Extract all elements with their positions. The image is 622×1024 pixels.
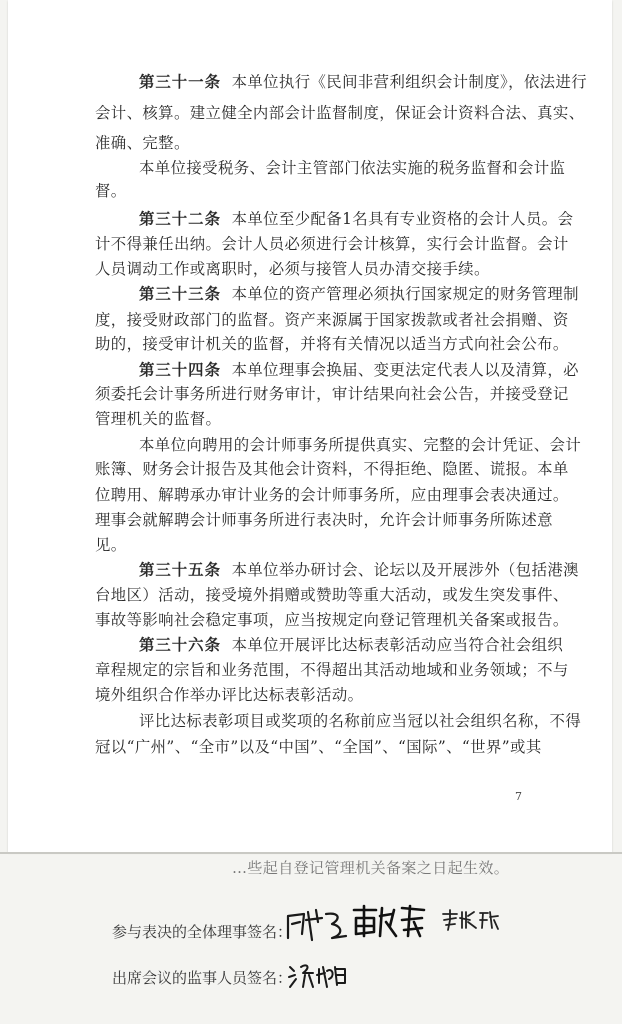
supervisors-signature-label: 出席会议的监事人员签名： <box>112 969 293 987</box>
text-line: 第三十三条 本单位的资产管理必须执行国家规定的财务管理制 <box>139 285 579 303</box>
text-line: 第三十二条 本单位至少配备1名具有专业资格的会计人员。会 <box>139 210 574 228</box>
text-line: 本单位向聘用的会计师事务所提供真实、完整的会计凭证、会计 <box>139 436 582 454</box>
text-line: 须委托会计事务所进行财务审计，审计结果向社会公告，并接受登记 <box>95 385 569 403</box>
directors-signature-label: 参与表决的全体理事签名： <box>112 923 293 941</box>
article-number: 第三十五条 <box>139 561 221 579</box>
text-line: 第三十五条 本单位举办研讨会、论坛以及开展涉外（包括港澳 <box>139 561 579 579</box>
article-number: 第三十一条 <box>139 73 221 91</box>
text-line: 第三十一条 本单位执行《民间非营利组织会计制度》，依法进行 <box>139 73 588 91</box>
article-number: 第三十六条 <box>139 636 221 654</box>
text-line: 度，接受财政部门的监督。资产来源属于国家拨款或者社会捐赠、资 <box>95 311 569 329</box>
text-line: 会计、核算。建立健全内部会计监督制度，保证会计资料合法、真实、 <box>95 104 585 122</box>
text-line: 境外组织合作举办评比达标表彰活动。 <box>95 686 364 704</box>
text-line: 章程规定的宗旨和业务范围，不得超出其活动地域和业务领域；不与 <box>95 661 569 679</box>
text-line: 冠以“广州”、“全市”以及“中国”、“全国”、“国际”、“世界”或其 <box>95 738 542 756</box>
director-signature-1 <box>282 902 354 948</box>
supervisor-signature <box>287 961 349 991</box>
text-line: 理事会就解聘会计师事务所进行表决时，允许会计师事务所陈述意 <box>95 511 553 529</box>
text-line: 评比达标表彰项目或奖项的名称前应当冠以社会组织名称，不得 <box>139 712 582 730</box>
page-edge <box>0 852 622 854</box>
article-number: 第三十二条 <box>139 210 221 228</box>
text-line: 第三十六条 本单位开展评比达标表彰活动应当符合社会组织 <box>139 636 564 654</box>
text-line: 事故等影响社会稳定事项，应当按规定向登记管理机关备案或报告。 <box>95 611 569 629</box>
text-line: 人员调动工作或离职时，必须与接管人员办清交接手续。 <box>95 260 490 278</box>
text-line: 计不得兼任出纳。会计人员必须进行会计核算，实行会计监督。会计 <box>95 235 569 253</box>
text-line: 管理机关的监督。 <box>95 410 222 428</box>
text-line: 督。 <box>95 182 127 200</box>
page-number: 7 <box>515 790 522 803</box>
text-line: 台地区）活动，接受境外捐赠或赞助等重大活动，或发生突发事件、 <box>95 586 569 604</box>
text-line: 位聘用、解聘承办审计业务的会计师事务所，应由理事会表决通过。 <box>95 486 569 504</box>
underlying-page-text: …些起自登记管理机关备案之日起生效。 <box>232 859 510 877</box>
text-line: 准确、完整。 <box>95 134 190 152</box>
text-line: 本单位接受税务、会计主管部门依法实施的税务监督和会计监 <box>139 159 566 177</box>
director-signature-3 <box>440 908 500 932</box>
director-signature-2 <box>350 902 428 942</box>
article-number: 第三十三条 <box>139 285 221 303</box>
text-line: 见。 <box>95 536 127 554</box>
text-line: 助的，接受审计机关的监督，并将有关情况以适当方式向社会公布。 <box>95 335 569 353</box>
text-line: 账簿、财务会计报告及其他会计资料，不得拒绝、隐匿、谎报。本单 <box>95 460 569 478</box>
article-number: 第三十四条 <box>139 361 221 379</box>
document-page <box>8 0 612 852</box>
text-line: 第三十四条 本单位理事会换届、变更法定代表人以及清算，必 <box>139 361 579 379</box>
